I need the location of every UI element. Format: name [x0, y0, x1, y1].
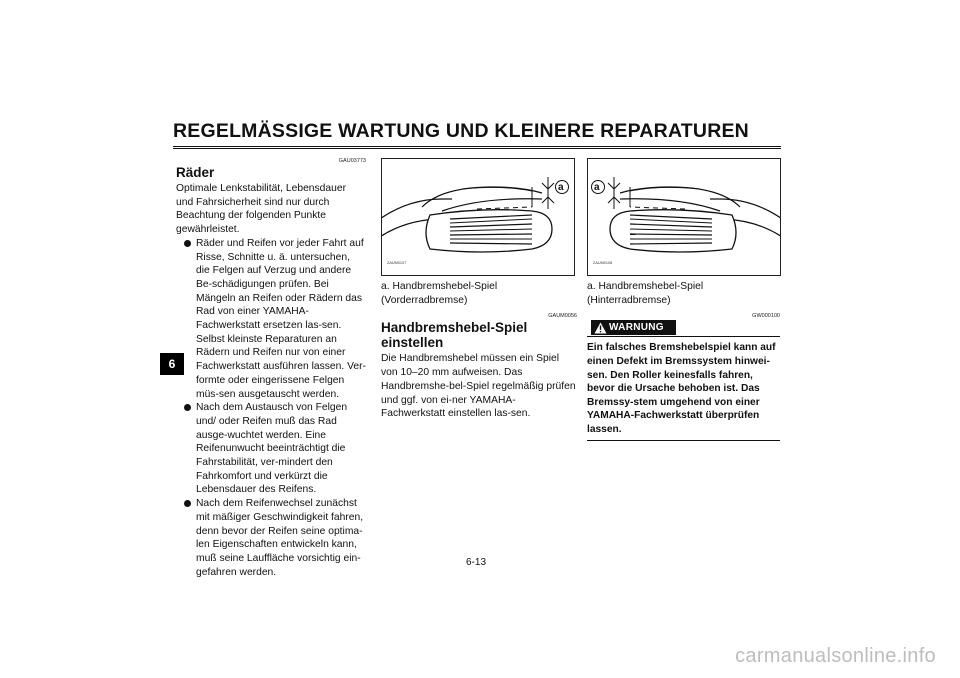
chapter-tab: 6 [160, 353, 184, 375]
middle-column [381, 158, 577, 421]
wheels-bullet-list [176, 237, 366, 580]
callout-label: a [594, 182, 600, 193]
watermark: carmanualsonline.info [735, 645, 936, 667]
header-divider [173, 148, 781, 149]
rear-brake-lever-illustration [587, 158, 781, 276]
figure-caption: a. Handbremshebel-Spiel (Hinterradbremse) [587, 281, 704, 306]
warning-text: Ein falsches Bremshebelspiel kann auf einen Defekt im Bremssystem hinwei-sen. Den Roller keinesfalls fahren, bevor die Ursache behoben ist. Das Bremssy-stem umgehend von einer YAMAHA-Fachwerkstatt überprüfen lassen. [587, 341, 780, 440]
section-code: GAU03773 [338, 158, 366, 164]
figure-caption: a. Handbremshebel-Spiel (Vorderradbremse) [381, 281, 498, 306]
wheels-intro: Optimale Lenkstabilität, Lebensdauer und Fahrsicherheit sind nur durch Beachtung der folgenden Punkte gewährleistet. [176, 183, 347, 236]
section-code: GAUM0056 [548, 313, 577, 320]
right-column [587, 158, 780, 441]
section-title-brake-lever: Handbremshebel-Spiel einstellen [381, 320, 528, 351]
warning-label: WARNUNG [609, 322, 664, 334]
callout-label: a [558, 182, 564, 193]
section-title-wheels: Räder [176, 165, 215, 180]
warning-header [587, 320, 780, 337]
section-code: GW000100 [752, 313, 780, 320]
brake-lever-body: Die Handbremshebel müssen ein Spiel von 10–20 mm aufweisen. Das Handbremshe-bel-Spiel regelmäßig prüfen und ggf. von ei-ner YAMAHA-Fachwerkstatt einstellen las-sen. [381, 353, 576, 420]
front-brake-lever-illustration [381, 158, 575, 276]
warning-badge [591, 320, 676, 335]
figure-code: ZAUM0108 [593, 261, 613, 266]
page-title: REGELMÄSSIGE WARTUNG UND KLEINERE REPARATUREN [173, 120, 781, 147]
bullet-item: Nach dem Austausch von Felgen und/ oder Reifen muß das Rad ausge-wuchtet werden. Eine Reifenunwucht beeinträchtigt die Fahrstabilität, ver-mindert den Fahrkomfort und verkürzt die Lebensdauer des Reifens. [176, 401, 366, 497]
bullet-item: Nach dem Reifenwechsel zunächst mit mäßiger Geschwindigkeit fahren, denn bevor der Reifen seine optima-len Eigenschaften entwickeln kann, muß seine Lauffläche vorsichtig ein-gefahren werden. [176, 497, 366, 579]
warning-box [587, 320, 780, 440]
figure-code: ZAUM0107 [387, 261, 407, 266]
page-number: 6-13 [466, 557, 487, 568]
bullet-item: Räder und Reifen vor jeder Fahrt auf Risse, Schnitte u. ä. untersuchen, die Felgen auf Verzug und andere Be-schädigungen prüfen. Bei Mängeln an Reifen oder Rädern das Rad von einer YAMAHA-Fachwerkstatt ersetzen las-sen. Selbst kleinste Reparaturen an Rädern und Reifen nur von einer Fachwerkstatt ausführen lassen. Ver-formte oder eingerissene Felgen müs-sen ausgetauscht werden. [176, 237, 366, 401]
left-column [176, 158, 366, 579]
warning-triangle-icon [591, 320, 609, 335]
